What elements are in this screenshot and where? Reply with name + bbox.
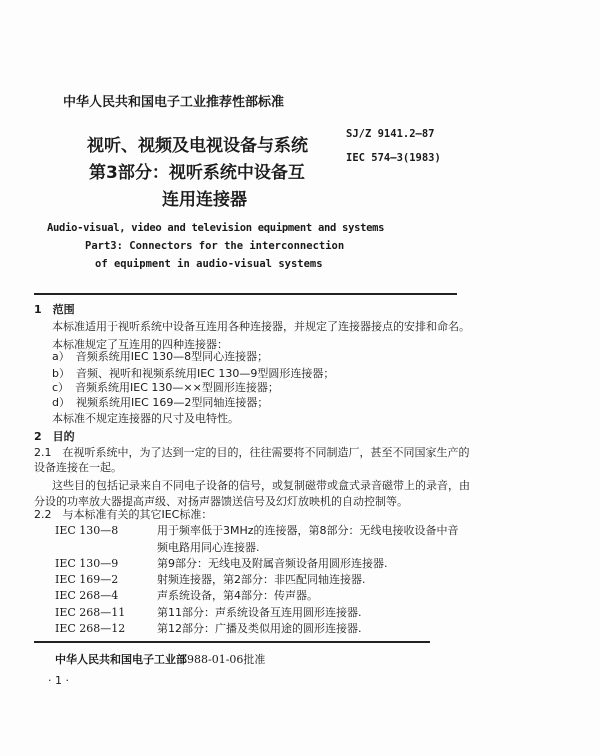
standard-code: SJ/Z 9141.2—87 bbox=[346, 128, 435, 140]
ref-code: IEC 130—8 bbox=[55, 524, 119, 537]
ref-desc: 用于频率低于3MHz的连接器，第8部分：无线电接收设备中音 bbox=[157, 524, 459, 537]
ref-desc: 第12部分：广播及类似用途的圆形连接器. bbox=[157, 622, 362, 635]
ref-desc: 第11部分：声系统设备互连用圆形连接器. bbox=[157, 606, 362, 619]
section-2-1-line-3: 这些目的包括记录来自不同电子设备的信号，或复制磁带或盒式录音磁带上的录音，由 bbox=[52, 479, 470, 492]
ref-desc: 第9部分：无线电及附属音频设备用圆形连接器. bbox=[157, 557, 388, 570]
item-text: 音频系统用IEC 130—××型圆形连接器； bbox=[75, 381, 279, 394]
ref-desc: 射频连接器，第2部分：非匹配同轴连接器. bbox=[157, 573, 366, 586]
list-item-c bbox=[52, 380, 279, 396]
item-text: 视频系统用IEC 169—2型同轴连接器； bbox=[75, 396, 269, 409]
section-1-p1: 本标准适用于视听系统中设备互连用各种连接器，并规定了连接器接点的安排和命名。 bbox=[52, 320, 470, 333]
title-line-2: 第3部分：视听系统中设备互 bbox=[89, 163, 305, 183]
list-item-a bbox=[52, 349, 268, 365]
title-line-1: 视听、视频及电视设备与系统 bbox=[87, 136, 308, 156]
section-2-1-line-4: 分设的功率放大器提高声级、对扬声器馈送信号及幻灯放映机的自动控制等。 bbox=[34, 495, 408, 508]
section-2-2: 2.2 与本标准有关的其它IEC标准： bbox=[34, 508, 213, 521]
section-2-1-line-2: 设备连接在一起。 bbox=[34, 461, 122, 474]
english-title-2: Part3: Connectors for the interconnection bbox=[85, 240, 345, 252]
item-text: 音频、视听和视频系统用IEC 130—9型圆形连接器； bbox=[75, 367, 335, 380]
section-2-heading: 2 目的 bbox=[34, 430, 75, 443]
ref-desc: 声系统设备，第4部分：传声器。 bbox=[157, 589, 318, 602]
section-1-p2: 本标准规定了互连用的四种连接器： bbox=[52, 338, 228, 351]
footer-ministry: 中华人民共和国电子工业部 bbox=[55, 653, 187, 666]
footer-approval: 1988-01-06批准 bbox=[180, 653, 266, 666]
page-number: · 1 · bbox=[48, 674, 69, 687]
english-title-1: Audio-visual, video and television equipment and systems bbox=[47, 222, 385, 234]
bottom-rule bbox=[34, 641, 430, 643]
section-1-p3: 本标准不规定连接器的尺寸及电特性。 bbox=[52, 412, 239, 425]
iec-code: IEC 574—3(1983) bbox=[346, 152, 441, 164]
english-title-3: of equipment in audio-visual systems bbox=[95, 258, 323, 270]
ref-code: IEC 268—12 bbox=[55, 622, 126, 635]
title-line-3: 连用连接器 bbox=[162, 190, 247, 210]
list-item-d bbox=[52, 395, 268, 411]
issuer-header: 中华人民共和国电子工业推荐性部标准 bbox=[63, 95, 285, 110]
item-label: d） bbox=[52, 396, 70, 409]
ref-code: IEC 268—11 bbox=[55, 606, 126, 619]
ref-code: IEC 268—4 bbox=[55, 589, 119, 602]
section-2-1-line-1: 2.1 在视听系统中，为了达到一定的目的，往往需要将不同制造厂，甚至不同国家生产的 bbox=[34, 446, 470, 459]
item-label: b） bbox=[52, 367, 70, 380]
ref-code: IEC 169—2 bbox=[55, 573, 119, 586]
item-label: c） bbox=[52, 381, 70, 394]
item-text: 音频系统用IEC 130—8型同心连接器； bbox=[75, 350, 269, 363]
item-label: a） bbox=[52, 350, 70, 363]
section-1-heading: 1 范围 bbox=[34, 303, 75, 316]
ref-code: IEC 130—9 bbox=[55, 557, 119, 570]
ref-desc-cont: 频电路用同心连接器. bbox=[157, 541, 260, 554]
top-rule bbox=[34, 293, 457, 295]
